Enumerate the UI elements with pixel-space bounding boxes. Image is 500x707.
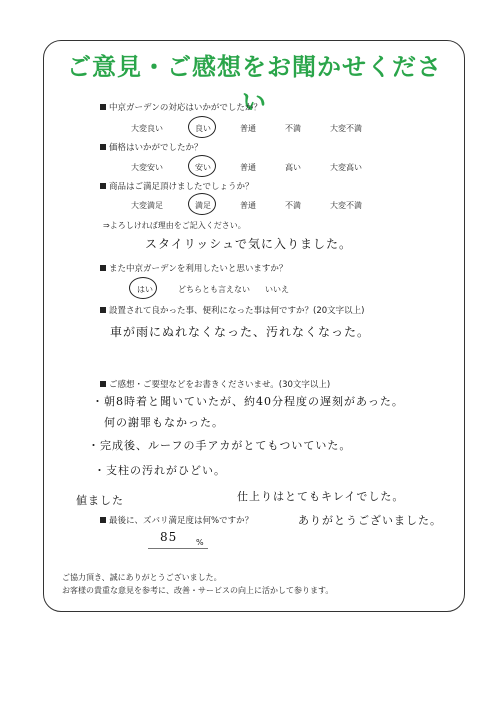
question-comments: ご感想・ご要望などをお書きくださいませ。(30文字以上) — [100, 378, 330, 390]
selection-circle — [188, 155, 216, 177]
question-service: 中京ガーデンの対応はいかがでしたか？ — [100, 101, 262, 113]
selection-circle — [188, 116, 216, 138]
option-good[interactable]: 良い — [195, 124, 211, 133]
bullet-square-icon — [100, 307, 106, 313]
handwritten-margin-note: 値ました — [76, 494, 124, 507]
selection-circle — [129, 277, 157, 299]
satisfaction-underline — [148, 548, 208, 549]
question-benefits: 設置されて良かった事、便利になった事は何ですか？(20文字以上) — [100, 304, 364, 316]
bullet-square-icon — [100, 517, 106, 523]
bullet-square-icon — [100, 265, 106, 271]
bullet-square-icon — [100, 183, 106, 189]
survey-title: ご意見・ご感想をお聞かせください — [67, 53, 442, 116]
option-very-unsatisfied[interactable]: 大変不満 — [330, 124, 362, 133]
option-unsatisfied[interactable]: 不満 — [285, 201, 301, 210]
option-yes[interactable]: はい — [137, 285, 153, 294]
option-no[interactable]: いいえ — [265, 285, 289, 294]
bullet-square-icon — [100, 381, 106, 387]
option-very-satisfied[interactable]: 大変満足 — [131, 201, 163, 210]
bullet-square-icon — [100, 104, 106, 110]
question-price: 価格はいかがでしたか？ — [100, 141, 203, 153]
percent-unit: % — [196, 538, 204, 547]
option-normal[interactable]: 普通 — [240, 124, 256, 133]
option-normal[interactable]: 普通 — [240, 163, 256, 172]
reason-prompt: ⇒よろしければ理由をご記入ください。 — [103, 221, 246, 230]
handwritten-comment-line: ・支柱の汚れがひどい。 — [94, 464, 226, 477]
handwritten-comment-line: 仕上りはとてもキレイでした。 — [237, 490, 405, 503]
handwritten-comment-line: ・完成後、ルーフの手アカがとてもついていた。 — [88, 439, 352, 452]
option-unsatisfied[interactable]: 不満 — [285, 124, 301, 133]
option-very-expensive[interactable]: 大変高い — [330, 163, 362, 172]
handwritten-comment-line: ・朝8時着と聞いていたが、約40分程度の遅刻があった。 — [92, 395, 404, 408]
handwritten-satisfaction-value: 85 — [160, 530, 178, 544]
question-satisfaction: 最後に、ズバリ満足度は何%ですか？ — [100, 514, 253, 526]
footer-note: お客様の貴重な意見を参考に、改善・サービスの向上に活かして参ります。 — [62, 586, 334, 595]
option-very-cheap[interactable]: 大変安い — [131, 163, 163, 172]
option-satisfied[interactable]: 満足 — [195, 201, 211, 210]
option-neither[interactable]: どちらとも言えない — [178, 285, 250, 294]
handwritten-comment-line: ありがとうございました。 — [298, 514, 442, 527]
option-very-good[interactable]: 大変良い — [131, 124, 163, 133]
option-normal[interactable]: 普通 — [240, 201, 256, 210]
handwritten-reason: スタイリッシュで気に入りました。 — [145, 237, 353, 251]
question-reuse: また中京ガーデンを利用したいと思いますか？ — [100, 262, 287, 274]
handwritten-benefits: 車が雨にぬれなくなった、汚れなくなった。 — [110, 325, 371, 339]
handwritten-comment-line: 何の謝罪もなかった。 — [92, 416, 224, 429]
option-very-unsatisfied[interactable]: 大変不満 — [330, 201, 362, 210]
bullet-square-icon — [100, 144, 106, 150]
selection-circle — [188, 193, 216, 215]
option-expensive[interactable]: 高い — [285, 163, 301, 172]
question-product: 商品はご満足頂けましたでしょうか？ — [100, 180, 254, 192]
footer-thanks: ご協力頂き、誠にありがとうございました。 — [62, 573, 222, 582]
option-cheap[interactable]: 安い — [195, 163, 211, 172]
